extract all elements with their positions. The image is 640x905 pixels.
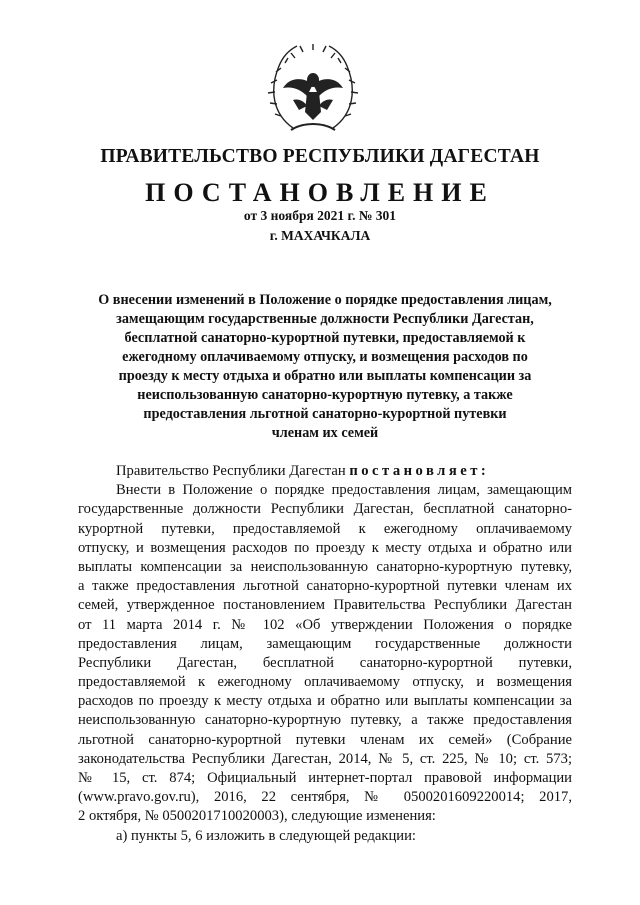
item-a: а) пункты 5, 6 изложить в следующей редакции: [116, 827, 416, 844]
paragraph-line: законодательства Республики Дагестан, 2014, № 5, ст. 225, № 10; ст. 573; [78, 750, 572, 767]
paragraph-line: льготной санаторно-курортной путевки членам их семей» (Собрание [78, 731, 572, 748]
paragraph-line: государственные должности Республики Дагестан, бесплатной санаторно- [78, 501, 572, 518]
subject-line: проезду к месту отдыха и обратно или выплаты компенсации за [118, 368, 532, 384]
subject-line: замещающим государственные должности Республики Дагестан, [116, 311, 534, 327]
government-title: ПРАВИТЕЛЬСТВО РЕСПУБЛИКИ ДАГЕСТАН [100, 146, 540, 167]
paragraph-line: предоставления лицам, замещающим государственные должности [78, 635, 572, 652]
intro-prefix: Правительство Республики Дагестан [116, 463, 346, 479]
subject-line: предоставления льготной санаторно-курортной путевки [143, 406, 507, 422]
paragraph-line: № 15, ст. 874; Официальный интернет-портал правовой информации [78, 770, 572, 786]
subject-line: членам их семей [271, 425, 379, 441]
paragraph-line: предоставляемой к ежегодному оплачиваемому отпуску, и возмещения [78, 674, 572, 691]
subject-line: бесплатной санаторно-курортной путевки, предоставляемой к [124, 330, 526, 346]
paragraph-line: расходов по проезду к месту отдыха и обратно или выплаты компенсации за [78, 693, 572, 710]
paragraph-line: от 11 марта 2014 г. № 102 «Об утверждении Положения о порядке [78, 616, 572, 633]
decree-intro [78, 462, 572, 481]
paragraph-line: семей, утвержденное постановлением Правительства Республики Дагестан [78, 597, 572, 614]
coat-of-arms-emblem [263, 40, 363, 140]
paragraph-line: Республики Дагестан, бесплатной санаторно-курортной путевки, [78, 654, 572, 671]
subject-line: О внесении изменений в Положение о порядке предоставления лицам, [98, 292, 552, 308]
document-subject [70, 291, 580, 443]
paragraph-line: (www.pravo.gov.ru), 2016, 22 сентября, № 0500201609220014; 2017, [78, 789, 572, 806]
subject-line: ежегодному оплачиваемому отпуску, и возмещения расходов по [122, 349, 528, 365]
paragraph-line: курортной путевки, предоставляемой к ежегодному оплачиваемому [78, 520, 572, 537]
subject-line: неиспользованную санаторно-курортную путевку, а также [137, 387, 513, 403]
document-date-number: от 3 ноября 2021 г. № 301 [243, 208, 397, 223]
paragraph-line: Внести в Положение о порядке предоставления лицам, замещающим [116, 482, 572, 499]
document-city: г. МАХАЧКАЛА [269, 228, 371, 243]
paragraph-line: а также предоставления льготной санаторно-курортной путевки членам их [78, 578, 572, 595]
paragraph-line: 2 октября, № 0500201710020003), следующие изменения: [78, 808, 436, 825]
intro-decree-word: постановляет: [349, 463, 490, 479]
paragraph-line: неиспользованную санаторно-курортную путевку, а также предоставления [78, 712, 572, 729]
document-body [78, 462, 572, 846]
paragraph-line: отпуску, и возмещения расходов по проезду к месту отдыха и обратно или [78, 539, 572, 556]
paragraph-line: выплаты компенсации за неиспользованную санаторно-курортную путевку, [78, 558, 572, 575]
document-type-title: ПОСТАНОВЛЕНИЕ [145, 178, 495, 207]
